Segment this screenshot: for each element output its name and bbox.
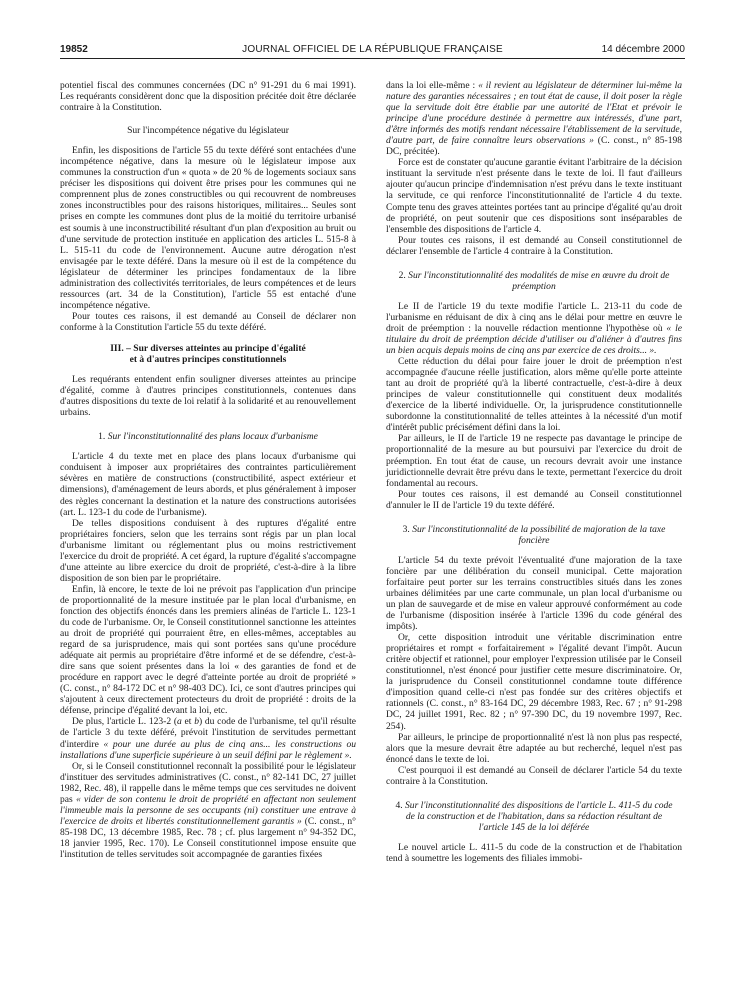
heading-number: 2.	[398, 269, 406, 281]
paragraph: Enfin, là encore, le texte de loi ne prévoit pas l'application d'un principe de proportionnalité de la mesure instituée par le plan local d'urbanisme, en fonction des objectifs énoncés dans les premiers alinéas de l'article L. 123-1 du code de l'urbanisme. Or, le Conseil constitutionnel sanctionne les atteintes au droit de propriété qui pourraient être, en elles-mêmes, acceptables au regard de sa jurisprudence, mais qui sont portées sans qu'une procédure adéquate ait permis au propriétaire d'être informé et de se défendre, c'est-à-dire sans que soient présentes dans la loi « des garanties de fond et de procédure en rapport avec le degré d'atteinte portée au droit de propriété » (C. const., n° 84-172 DC et n° 98-403 DC). Ici, ce sont d'autres principes qui s'ajoutent à ceux directement protecteurs du droit de propriété : droits de la défense, principe d'égalité devant la loi, etc.	[60, 583, 356, 717]
section-heading-line: III. – Sur diverses atteintes au principe d'égalité	[110, 342, 306, 354]
journal-title: JOURNAL OFFICIEL DE LA RÉPUBLIQUE FRANÇAISE	[242, 44, 503, 55]
text-run: a	[177, 716, 182, 728]
paragraph: Pour toutes ces raisons, il est demandé au Conseil constitutionnel de déclarer l'ensemble de l'article 4 contraire à la Constitution.	[386, 234, 682, 257]
heading-droit-preemption	[392, 270, 676, 292]
paragraph	[386, 80, 682, 157]
quotation: « le titulaire du droit de préemption décide d'utiliser ou d'aliéner à d'autres fins un bien acquis depuis moins de cinq ans par exercice de ces droits... ».	[386, 322, 682, 357]
section-heading-iii	[60, 343, 356, 365]
text-run: et	[181, 716, 195, 728]
text-run: Le II de l'article 19 du texte modifie l'article L. 213-11 du code de l'urbanisme en réduisant de dix à cinq ans le délai pour mettre en œuvre le droit de préemption : la nouvelle rédaction mentionne l'hypothèse où	[386, 300, 682, 334]
left-column	[60, 80, 356, 860]
page-header	[60, 44, 685, 59]
heading-text: Sur l'inconstitutionnalité des dispositions de l'article L. 411-5 du code de la construction et de l'habitation, dans sa rédaction résultant de l'article 145 de la loi déférée	[405, 799, 673, 833]
quotation: « il revient au législateur de déterminer lui-même la nature des garanties nécessaires ; en tout état de cause, il doit poser la règle que la servitude doit être établie par une autorité de l'Etat et prévoir le principe d'une procédure destinée à permettre aux intéressés, d'une part, d'être informés des motifs rendant nécessaire l'établissement de la servitude, d'autre part, de faire connaître leurs observations »	[386, 80, 682, 147]
subheading-incompetence: Sur l'incompétence négative du législateur	[127, 125, 289, 137]
quotation: « pour une durée au plus de cinq ans... les constructions ou installations d'une superficie supérieure à un seuil défini par le règlement ».	[60, 738, 357, 761]
paragraph: L'article 54 du texte prévoit l'éventualité d'une majoration de la taxe foncière par une délibération du conseil municipal. Cette majoration forfaitaire peut porter sur les terrains constructibles situés dans les zones urbaines délimitées par une carte communale, un plan local d'urbanisme ou un plan de sauvegarde et de mise en valeur approuvé conformément au code de l'urbanisme (disposition insérée à l'article 1396 du code général des impôts).	[386, 554, 682, 633]
text-run: (C. const., n° 85-198 DC, 13 décembre 1985, Rec. 78 ; cf. plus largement n° 94-352 DC, 18 janvier 1995, Rec. 170). Le Conseil constitutionnel impose ensuite que l'institution de telles servitudes soit accompagnée de garanties fixées	[60, 815, 356, 860]
text-run: Or, si le Conseil constitutionnel reconnaît la possibilité pour le législateur d'instituer des servitudes administratives (C. const., n° 82-141 DC, 27 juillet 1982, Rec. 48), il rappelle dans le même temps que ces servitudes ne doivent pas	[60, 760, 356, 805]
page-number: 19852	[60, 44, 88, 55]
heading-number: 4.	[395, 799, 403, 811]
paragraph	[60, 716, 356, 760]
heading-taxe-fonciere	[392, 524, 676, 546]
paragraph: Par ailleurs, le II de l'article 19 ne respecte pas davantage le principe de proportionnalité de la mesure au but poursuivi par l'exercice du droit de préemption. En tout état de cause, un recours devrait avoir une instance juridictionnelle devrait être prévu dans le texte, permettant l'exercice du droit fondamental au recours.	[386, 433, 682, 489]
heading-number: 3.	[402, 523, 410, 535]
paragraph: Par ailleurs, le principe de proportionnalité n'est là non plus pas respecté, alors que la mesure devrait être adaptée au but recherché, lequel n'est pas énoncé dans le texte de loi.	[386, 731, 682, 765]
section-heading-line: et à d'autres principes constitutionnels	[129, 354, 287, 366]
paragraph: L'article 4 du texte met en place des plans locaux d'urbanisme qui conduisent à imposer aux propriétaires des contraintes particulièrement sévères en matière de constructions (constructibilité, aspect extérieur et dimensions), d'aménagement de leurs abords, et plus généralement à imposer des règles concernant la destination et la nature des constructions autorisées (art. L. 123-1 du code de l'urbanisme).	[60, 451, 356, 518]
heading-text: Sur l'inconstitutionnalité des modalités de mise en œuvre du droit de préemption	[408, 269, 670, 292]
heading-number: 1.	[98, 431, 106, 443]
text-run: De plus, l'article L. 123-2 (	[72, 716, 178, 728]
text-run: dans la loi elle-même :	[386, 80, 479, 91]
paragraph: Force est de constater qu'aucune garantie évitant l'arbitraire de la décision instituant la servitude n'est présente dans le texte de loi. Il faut d'ailleurs ajouter qu'aucun principe d'indemnisation n'est prévu dans le texte instituant la servitude, ce qui renforce l'inconstitutionnalité de l'article 4 du texte. Compte tenu des graves atteintes portées tant au principe d'égalité qu'au droit de propriété, on peut soutenir que ces dispositions sont inséparables de l'ensemble des dispositions de l'article 4.	[386, 157, 682, 235]
paragraph: Pour toutes ces raisons, il est demandé au Conseil constitutionnel d'annuler le II de l'article 19 du texte déféré.	[386, 488, 682, 511]
paragraph: potentiel fiscal des communes concernées (DC n° 91-291 du 6 mai 1991). Les requérants considèrent donc que la disposition précitée doit être déclarée contraire à la Constitution.	[60, 80, 356, 114]
heading-article-l411-5	[392, 800, 676, 833]
paragraph	[60, 761, 356, 860]
paragraph: Or, cette disposition introduit une véritable discrimination entre propriétaires et rompt « forfaitairement » l'égalité devant l'impôt. Aucun critère objectif et rationnel, pour employer l'expression utilisée par le Conseil constitutionnel, n'est énoncé pour justifier cette mesure discriminatoire. Or, la jurisprudence du Conseil constitutionnel condamne toute différence d'imposition quand celle-ci n'est pas fondée sur des critères objectifs et rationnels (C. const., n° 83-164 DC, 29 décembre 1983, Rec. 67 ; n° 91-298 DC, 24 juillet 1991, Rec. 82 ; n° 97-390 DC, du 19 novembre 1997, Rec. 254).	[386, 632, 682, 732]
heading-plans-locaux	[66, 431, 350, 442]
paragraph: Les requérants entendent enfin souligner diverses atteintes au principe d'égalité, comme à d'autres principes constitutionnels, contenues dans d'autres dispositions du texte de loi relatif à la solidarité et au renouvellement urbains.	[60, 374, 356, 419]
text-run: ) du code de l'urbanisme, tel qu'il résulte de l'article 3 du texte déféré, prévoit l'institution de servitudes permettant d'interdire	[60, 716, 356, 750]
paragraph: Le nouvel article L. 411-5 du code de la construction et de l'habitation tend à soumettre les logements des filiales immobi-	[386, 841, 682, 864]
paragraph	[386, 301, 682, 356]
text-run: (C. const., n° 85-198 DC, précitée).	[386, 135, 683, 158]
paragraph: C'est pourquoi il est demandé au Conseil de déclarer l'article 54 du texte contraire à la Constitution.	[386, 764, 682, 787]
paragraph: Pour toutes ces raisons, il est demandé au Conseil de déclarer non conforme à la Constitution l'article 55 du texte déféré.	[60, 310, 356, 333]
heading-text: Sur l'inconstitutionnalité des plans locaux d'urbanisme	[107, 431, 318, 443]
paragraph: Enfin, les dispositions de l'article 55 du texte déféré sont entachées d'une incompétence négative, dans la mesure où le législateur impose aux communes la construction d'un « quota » de 20 % de logements sociaux sans préciser les dispositions qui doivent être prises pour les communes qui ne comprennent plus de zones constructibles ou qui recouvrent de nombreuses zones inconstructibles pour des raisons historiques, militaires... Seules sont prises en compte les communes dont plus de la moitié du territoire urbanisé est soumis à une inconstructibilité résultant d'un plan d'exposition au bruit ou d'une servitude de protection instituée en application des articles L. 515-8 à L. 515-11 du code de l'environnement. Aucune autre dérogation n'est envisagée par le texte déféré. Dans la mesure où il est de la compétence du législateur de déterminer les principes fondamentaux de la libre administration des collectivités territoriales, de leurs compétences et de leurs ressources (art. 34 de la Constitution), l'article 55 est entaché d'une incompétence négative.	[60, 145, 356, 311]
paragraph: De telles dispositions conduisent à des ruptures d'égalité entre propriétaires fonciers, selon que les terrains sont régis par un plan local d'urbanisme limitant ou réglementant plus ou moins restrictivement l'exercice du droit de propriété. A cet égard, la rupture d'égalité s'accompagne d'une atteinte au libre exercice du droit de propriété, c'est-à-dire à la libre disposition de son bien par le propriétaire.	[60, 517, 356, 584]
quotation: « vider de son contenu le droit de propriété en affectant non seulement l'immeuble mais la personne de ses occupants (ni) constituer une entrave à l'exercice de droits et libertés constitutionnellement garantis »	[60, 793, 356, 827]
issue-date: 14 décembre 2000	[601, 44, 685, 55]
text-run: b	[194, 716, 199, 728]
right-column	[386, 80, 682, 864]
heading-text: Sur l'inconstitutionnalité de la possibilité de majoration de la taxe foncière	[412, 523, 666, 546]
paragraph: Cette réduction du délai pour faire jouer le droit de préemption n'est accompagnée d'aucune réelle justification, alors même qu'elle porte atteinte tant au droit de propriété qu'à la liberté contractuelle, c'est-à-dire à deux principes de valeur constitutionnelle qui constituent deux modalités d'exercice de la liberté individuelle. Or, la jurisprudence constitutionnelle subordonne la constitutionnalité de telles atteintes à la nécessité d'un motif d'intérêt public précisément défini dans la loi.	[386, 356, 682, 434]
